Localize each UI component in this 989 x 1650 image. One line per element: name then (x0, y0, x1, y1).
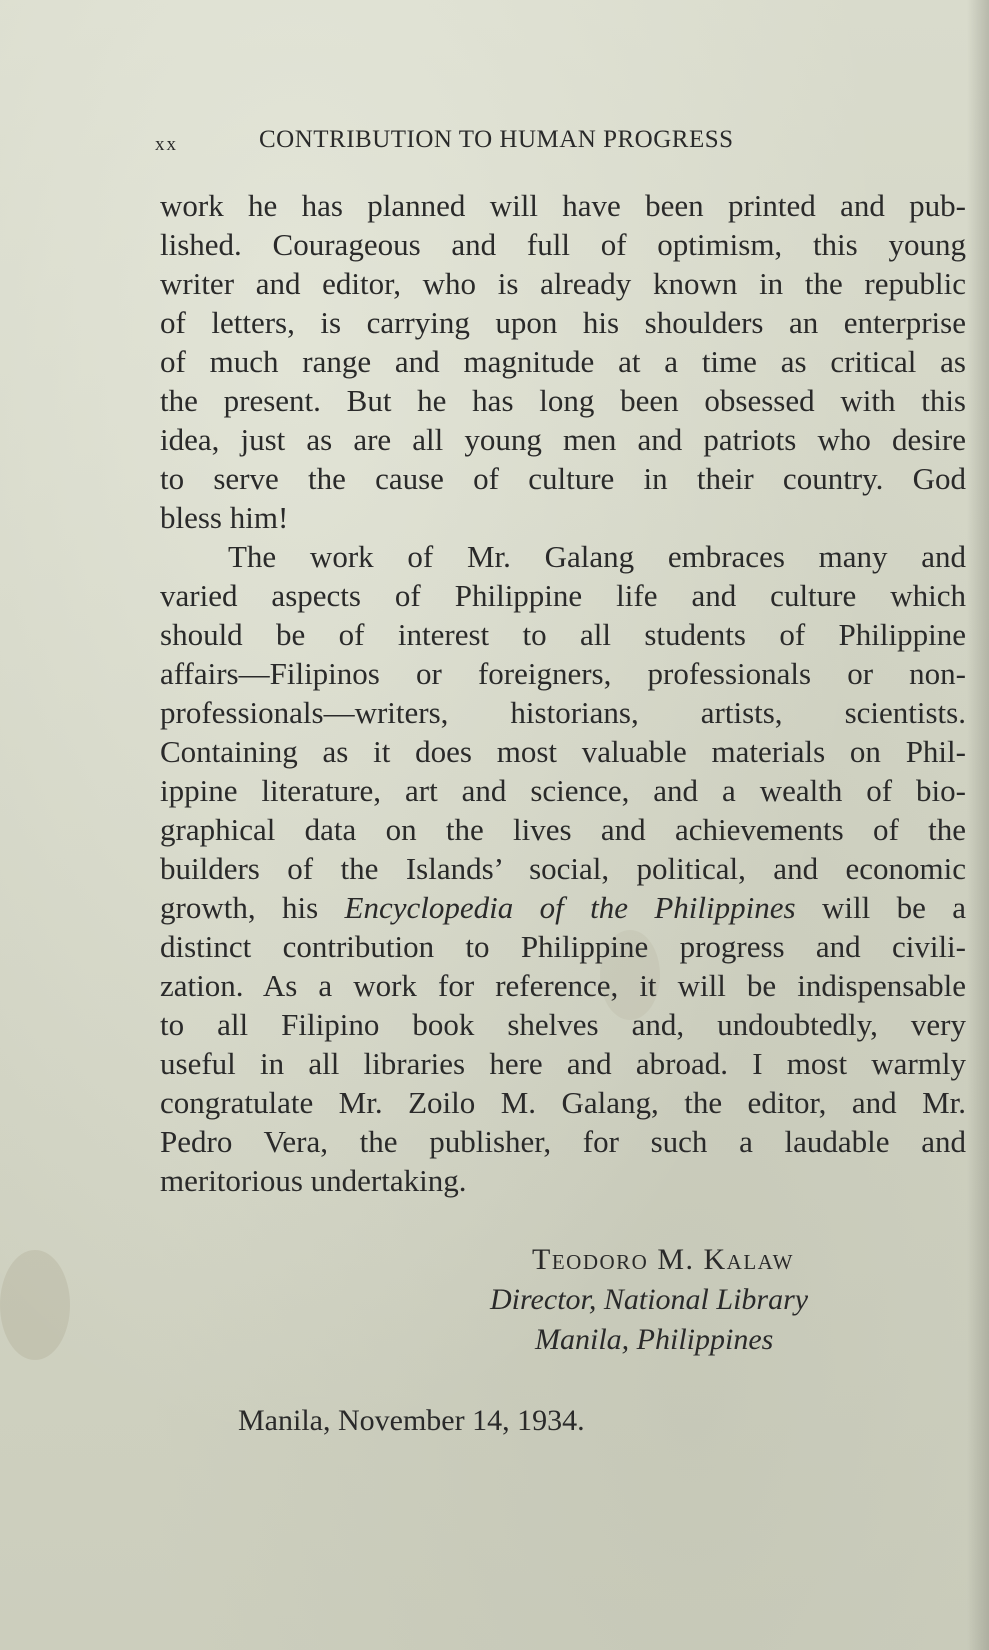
text-line: bless him! (160, 500, 289, 535)
text-line: builders of the Islands’ social, political, and economic (160, 851, 966, 886)
text-line: to all Filipino book shelves and, undoubtedly, very (160, 1007, 966, 1042)
text-line: varied aspects of Philippine life and culture which (160, 578, 966, 613)
text-line: lished. Courageous and full of optimism, this young (160, 227, 966, 262)
encyclopedia-title: Encyclopedia of the Philippines (344, 890, 796, 925)
text-line: The work of Mr. Galang embraces many and (228, 539, 966, 574)
dateline: Manila, November 14, 1934. (238, 1404, 585, 1437)
text-line: should be of interest to all students of Philippine (160, 617, 966, 652)
signature-block (480, 1240, 900, 1360)
text-line: graphical data on the lives and achievements of the (160, 812, 966, 847)
text-line: Pedro Vera, the publisher, for such a laudable and (160, 1124, 966, 1159)
signatory-title: Director, National Library (490, 1283, 809, 1316)
text-line: of much range and magnitude at a time as critical as (160, 344, 966, 379)
text-line: writer and editor, who is already known in the republic (160, 266, 966, 301)
paragraph-1 (160, 186, 966, 537)
text-line: useful in all libraries here and abroad. I most warmly (160, 1046, 966, 1081)
text-line: professionals—writers, historians, artists, scientists. (160, 695, 966, 730)
text-line: meritorious undertaking. (160, 1163, 467, 1198)
text-line: zation. As a work for reference, it will be indispensable (160, 968, 966, 1003)
signatory-place: Manila, Philippines (535, 1323, 774, 1356)
running-title: CONTRIBUTION TO HUMAN PROGRESS (259, 126, 734, 153)
page-number: xx (155, 134, 178, 155)
text-line: the present. But he has long been obsessed with this (160, 383, 966, 418)
text-line: affairs—Filipinos or foreigners, professionals or non- (160, 656, 966, 691)
text-line: idea, just as are all young men and patriots who desire (160, 422, 966, 457)
paper-stain (0, 1250, 70, 1360)
text-line: work he has planned will have been printed and pub- (160, 188, 966, 223)
paragraph-2 (160, 537, 966, 1200)
page-edge-shadow (967, 0, 989, 1650)
body-text (160, 186, 966, 1200)
text-line: to serve the cause of culture in their country. God (160, 461, 966, 496)
text-line-with-title (160, 888, 966, 927)
text-line: of letters, is carrying upon his shoulders an enterprise (160, 305, 966, 340)
running-head (155, 122, 855, 162)
text-segment: growth, his (160, 890, 345, 925)
text-segment: will be a (795, 890, 966, 925)
signatory-name: Teodoro M. Kalaw (532, 1243, 794, 1276)
text-line: ippine literature, art and science, and a wealth of bio- (160, 773, 966, 808)
text-line: Containing as it does most valuable materials on Phil- (160, 734, 966, 769)
text-line: congratulate Mr. Zoilo M. Galang, the editor, and Mr. (160, 1085, 966, 1120)
text-line: distinct contribution to Philippine progress and civili- (160, 929, 966, 964)
